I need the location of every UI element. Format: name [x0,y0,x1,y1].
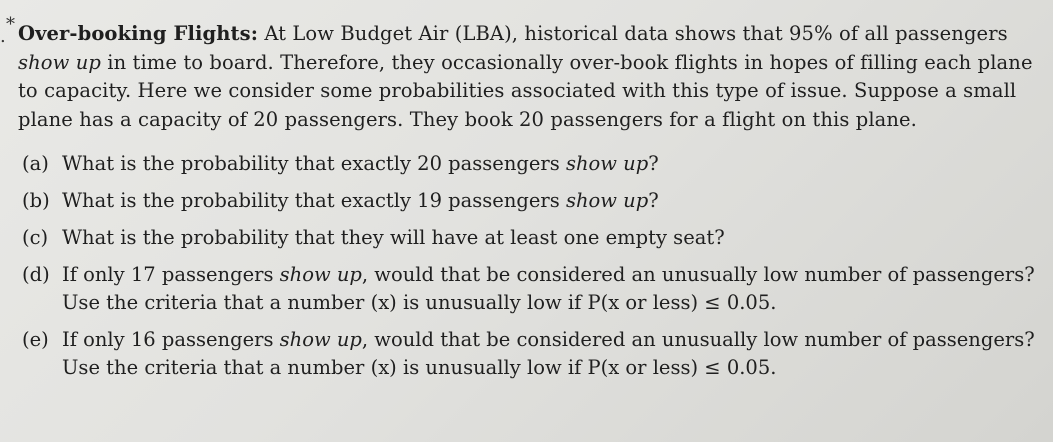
part-d-label: (d) [22,263,50,286]
problem-line-4: plane has a capacity of 20 passengers. They book 20 passengers for a flight on this plane. [18,107,917,131]
part-b-text: What is the probability that exactly 19 passengers [62,189,566,212]
part-d-emphasis: show up [279,263,362,286]
part-e-label: (e) [22,328,49,351]
part-b-emphasis: show up [565,189,649,212]
part-d-rest: , would that be considered an unusually low number of passengers? [361,263,1035,286]
problem-parts [22,150,1042,379]
part-b [22,187,1042,215]
part-a-end: ? [648,152,659,175]
problem-leader-dot: . [0,26,6,47]
part-c-label: (c) [22,226,49,249]
part-c [22,224,1042,252]
part-b-end: ? [648,189,659,212]
part-a-text: What is the probability that exactly 20 passengers [62,152,566,175]
part-d-criteria: Use the criteria that a number (x) is unusually low if P(x or less) ≤ 0.05. [62,291,777,314]
part-e-text: If only 16 passengers [62,328,280,351]
part-d [22,261,1042,317]
star-marker-icon: * [6,14,15,35]
problem-line-3: to capacity. Here we consider some probabilities associated with this type of issue. Suppose a small [18,79,1017,102]
part-e-criteria: Use the criteria that a number (x) is unusually low if P(x or less) ≤ 0.05. [62,356,777,379]
problem-statement [18,20,1038,134]
part-b-label: (b) [22,189,50,212]
problem-title: Over-booking Flights: [18,22,259,45]
part-a [22,150,1042,178]
part-d-text: If only 17 passengers [62,263,280,286]
part-e [22,326,1042,382]
part-a-emphasis: show up [565,152,649,175]
problem-line-1-text: At Low Budget Air (LBA), historical data shows that 95% of all passengers [258,22,1008,45]
part-a-label: (a) [22,152,49,175]
part-c-text: What is the probability that they will have at least one empty seat? [62,226,725,249]
problem-line-2 [18,49,1038,78]
part-e-rest: , would that be considered an unusually low number of passengers? [361,328,1035,351]
problem-line-1 [18,20,1038,49]
emphasis-show-up: show up [18,50,101,74]
part-e-emphasis: show up [279,328,362,351]
problem-line-2-text: in time to board. Therefore, they occasionally over-book flights in hopes of filling each plane [100,50,1033,74]
